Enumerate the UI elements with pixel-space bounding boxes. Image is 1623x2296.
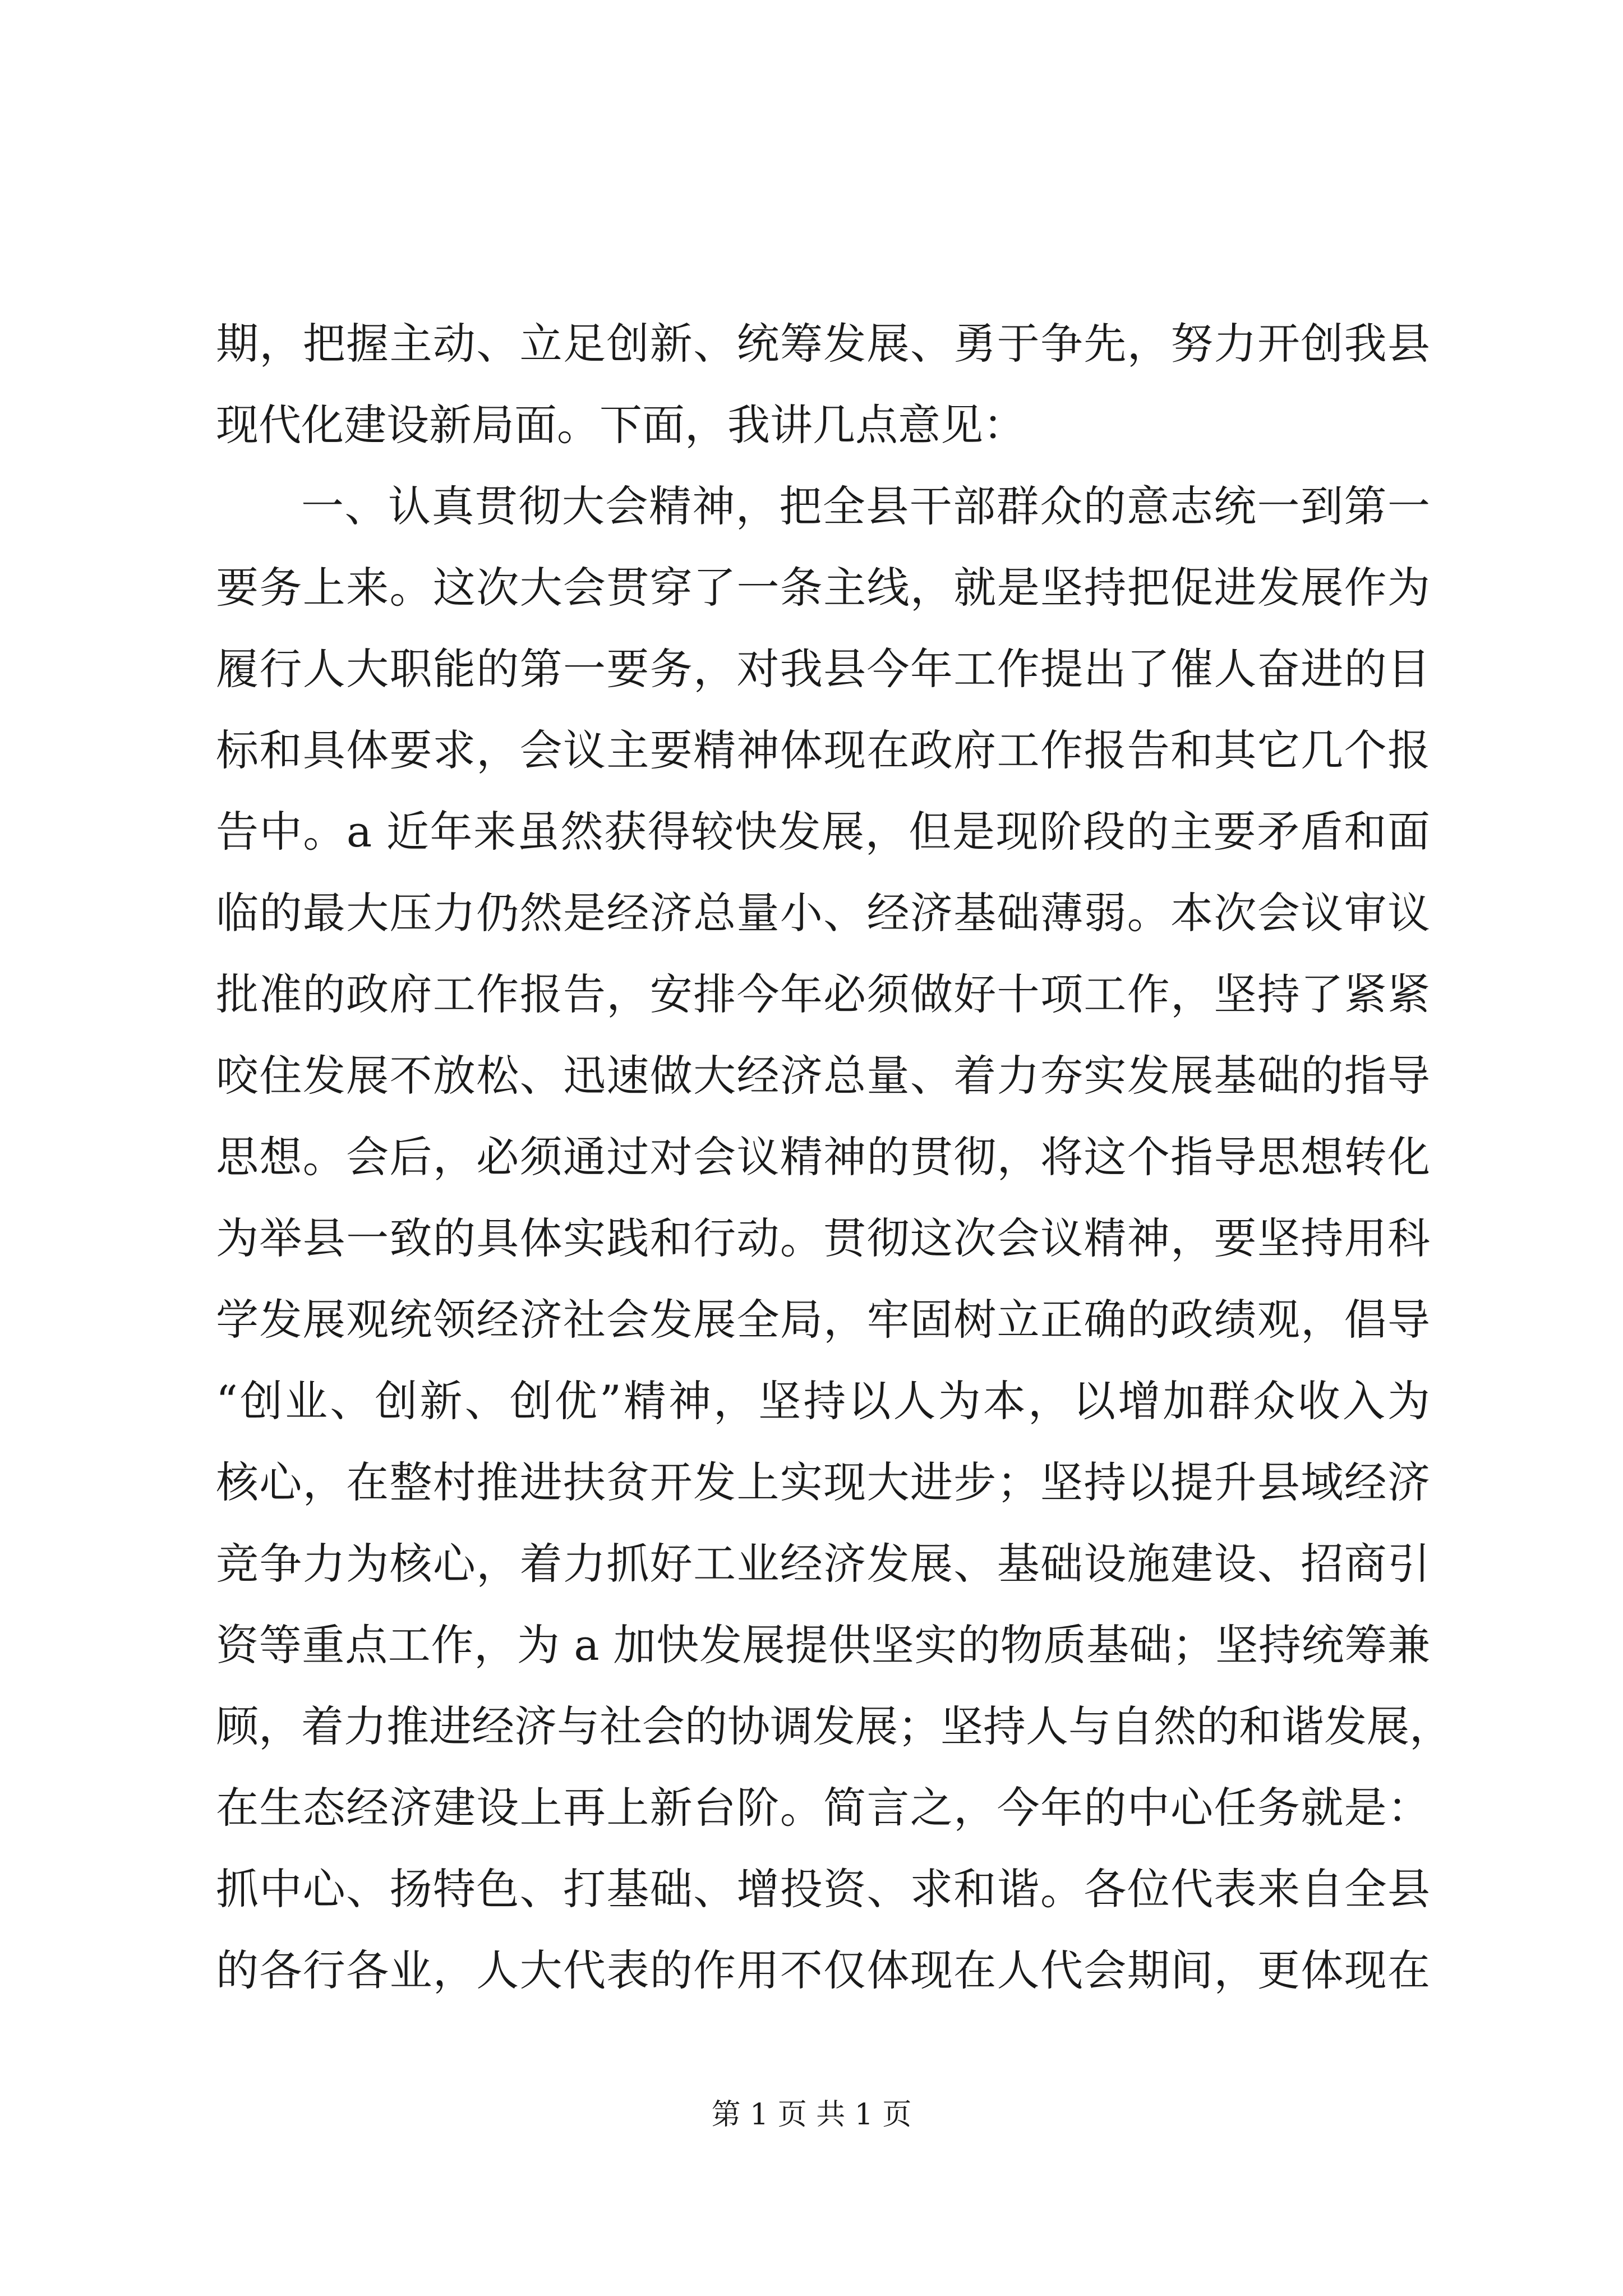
text-line: 的各行各业，人大代表的作用不仅体现在人代会期间，更体现在 [216,1945,1430,1995]
text-line: 竞争力为核心，着力抓好工业经济发展、基础设施建设、招商引 [216,1539,1430,1589]
text-line: 核心，在整村推进扶贫开发上实现大进步；坚持以提升县域经济 [216,1457,1430,1507]
text-line: 顾，着力推进经济与社会的协调发展；坚持人与自然的和谐发展， [216,1701,1452,1751]
section-heading-line: 一、认真贯彻大会精神，把全县干部群众的意志统一到第一 [301,481,1430,531]
text-line: 资等重点工作，为 a 加快发展提供坚实的物质基础；坚持统筹兼 [216,1620,1430,1670]
text-line: 履行人大职能的第一要务，对我县今年工作提出了催人奋进的目 [216,644,1430,694]
body-text [216,303,1452,2011]
text-line: 抓中心、扬特色、打基础、增投资、求和谐。各位代表来自全县 [216,1864,1430,1914]
text-line: 临的最大压力仍然是经济总量小、经济基础薄弱。本次会议审议 [216,888,1430,938]
text-line: 咬住发展不放松、迅速做大经济总量、着力夯实发展基础的指导 [216,1051,1430,1101]
text-line: 要务上来。这次大会贯穿了一条主线，就是坚持把促进发展作为 [216,563,1430,613]
text-line: 批准的政府工作报告，安排今年必须做好十项工作，坚持了紧紧 [216,969,1430,1019]
page-footer [0,2095,1623,2134]
text-line: 标和具体要求，会议主要精神体现在政府工作报告和其它几个报 [216,725,1430,775]
text-line: 现代化建设新局面。下面，我讲几点意见： [216,400,1026,450]
page-number-label: 第 1 页 共 1 页 [711,2098,912,2132]
text-line: 为举县一致的具体实践和行动。贯彻这次会议精神，要坚持用科 [216,1213,1430,1263]
text-line: 期，把握主动、立足创新、统筹发展、勇于争先，努力开创我县 [216,319,1430,369]
text-line: 思想。会后，必须通过对会议精神的贯彻，将这个指导思想转化 [216,1132,1430,1182]
text-line: 在生态经济建设上再上新台阶。简言之，今年的中心任务就是： [216,1783,1430,1833]
text-line: “创业、创新、创优”精神，坚持以人为本，以增加群众收入为 [216,1376,1430,1426]
text-line: 学发展观统领经济社会发展全局，牢固树立正确的政绩观，倡导 [216,1295,1430,1345]
text-line: 告中。a 近年来虽然获得较快发展，但是现阶段的主要矛盾和面 [216,807,1430,857]
